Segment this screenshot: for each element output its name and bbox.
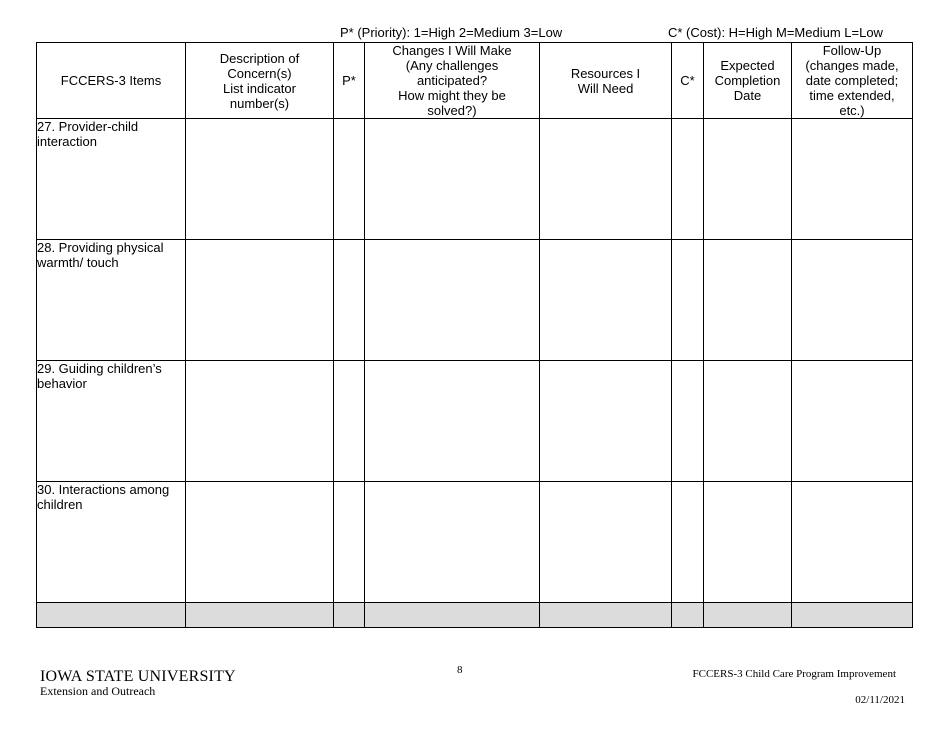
resources-cell[interactable]: [540, 482, 672, 603]
followup-cell[interactable]: [792, 482, 913, 603]
priority-cell[interactable]: [334, 240, 365, 361]
isu-extension-logo: [40, 668, 236, 698]
description-cell[interactable]: [186, 482, 334, 603]
shaded-cell: [37, 603, 186, 628]
description-cell[interactable]: [186, 361, 334, 482]
header-row: [37, 43, 913, 119]
logo-main-text: IOWA STATE UNIVERSITY: [40, 668, 236, 685]
cost-cell[interactable]: [672, 361, 704, 482]
header-cost: C*: [672, 43, 704, 119]
shaded-cell: [540, 603, 672, 628]
changes-cell[interactable]: [365, 482, 540, 603]
completion-date-cell[interactable]: [704, 361, 792, 482]
item-label: 27. Provider-child interaction: [37, 119, 186, 240]
logo-sub-text: Extension and Outreach: [40, 684, 156, 698]
cost-cell[interactable]: [672, 482, 704, 603]
shaded-cell: [365, 603, 540, 628]
table-row: [37, 482, 913, 603]
item-label: 28. Providing physical warmth/ touch: [37, 240, 186, 361]
resources-cell[interactable]: [540, 119, 672, 240]
item-label: 30. Interactions among children: [37, 482, 186, 603]
shaded-cell: [186, 603, 334, 628]
description-cell[interactable]: [186, 240, 334, 361]
followup-cell[interactable]: [792, 361, 913, 482]
completion-date-cell[interactable]: [704, 119, 792, 240]
document-title: FCCERS-3 Child Care Program Improvement: [692, 668, 896, 680]
header-followup: Follow-Up (changes made, date completed; time extended, etc.): [792, 43, 913, 119]
changes-cell[interactable]: [365, 240, 540, 361]
page-number: 8: [457, 664, 463, 676]
shaded-cell: [334, 603, 365, 628]
description-cell[interactable]: [186, 119, 334, 240]
header-resources: Resources I Will Need: [540, 43, 672, 119]
completion-date-cell[interactable]: [704, 240, 792, 361]
improvement-plan-table: [36, 42, 913, 628]
header-items: FCCERS-3 Items: [37, 43, 186, 119]
cost-cell[interactable]: [672, 119, 704, 240]
resources-cell[interactable]: [540, 361, 672, 482]
item-label: 29. Guiding children’s behavior: [37, 361, 186, 482]
priority-legend: P* (Priority): 1=High 2=Medium 3=Low: [340, 25, 563, 40]
table-row: [37, 361, 913, 482]
cost-legend: C* (Cost): H=High M=Medium L=Low: [668, 25, 883, 40]
table-row: [37, 119, 913, 240]
shaded-row: [37, 603, 913, 628]
priority-cell[interactable]: [334, 119, 365, 240]
table-row: [37, 240, 913, 361]
header-priority: P*: [334, 43, 365, 119]
header-completion: Expected Completion Date: [704, 43, 792, 119]
header-changes: Changes I Will Make (Any challenges anticipated? How might they be solved?): [365, 43, 540, 119]
document-date: 02/11/2021: [855, 694, 905, 706]
priority-cell[interactable]: [334, 482, 365, 603]
priority-cell[interactable]: [334, 361, 365, 482]
resources-cell[interactable]: [540, 240, 672, 361]
header-description: Description of Concern(s) List indicator number(s): [186, 43, 334, 119]
followup-cell[interactable]: [792, 119, 913, 240]
cost-cell[interactable]: [672, 240, 704, 361]
changes-cell[interactable]: [365, 361, 540, 482]
shaded-cell: [704, 603, 792, 628]
changes-cell[interactable]: [365, 119, 540, 240]
shaded-cell: [792, 603, 913, 628]
completion-date-cell[interactable]: [704, 482, 792, 603]
shaded-cell: [672, 603, 704, 628]
followup-cell[interactable]: [792, 240, 913, 361]
